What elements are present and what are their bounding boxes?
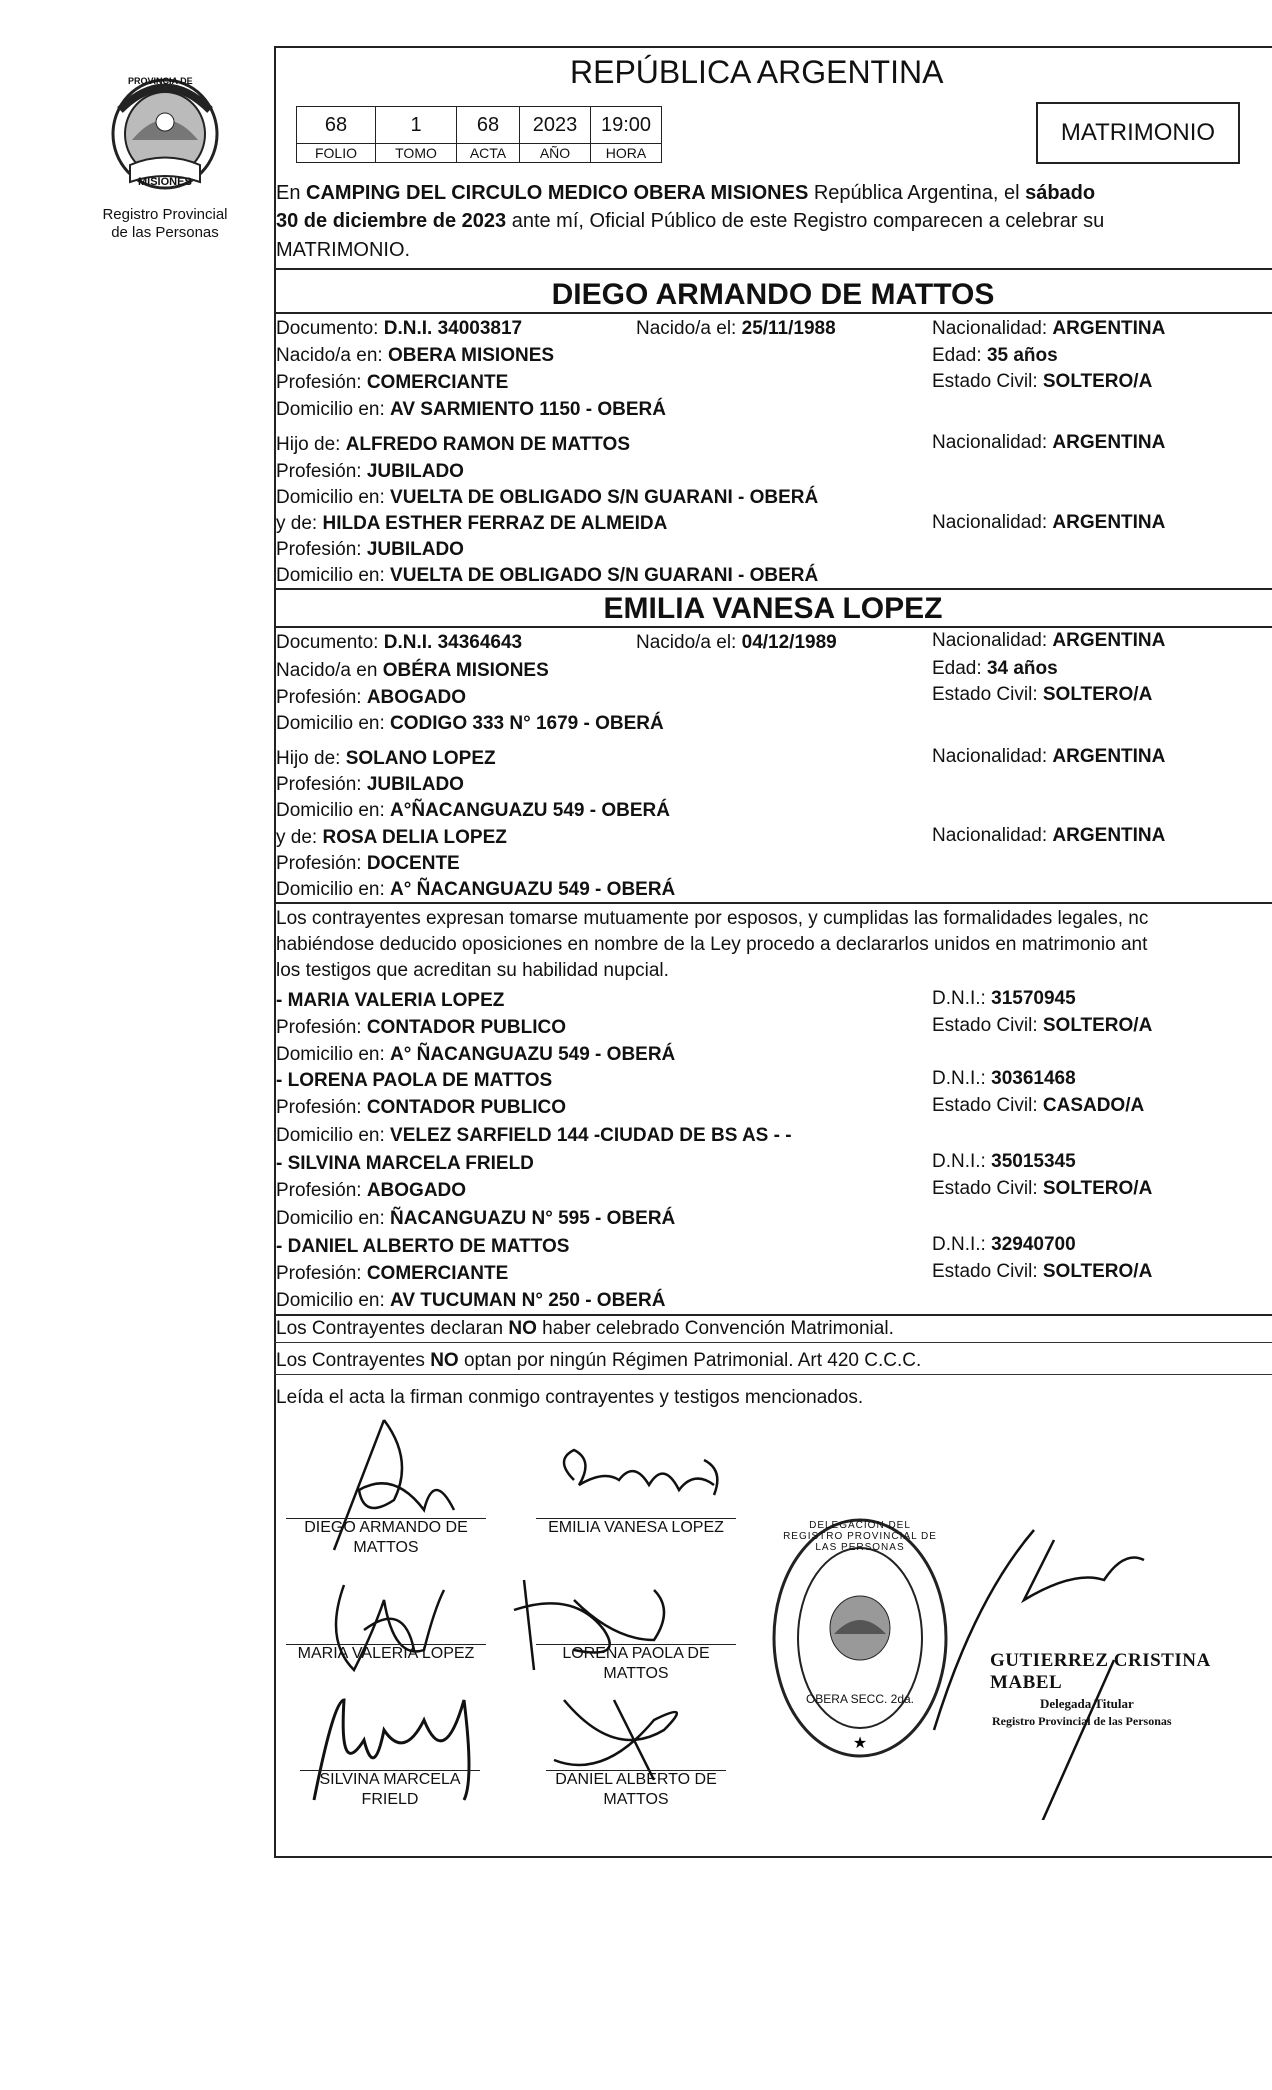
acta-label: ACTA: [457, 144, 520, 163]
witness-1-prof: Profesión: CONTADOR PUBLICO: [276, 1017, 566, 1038]
intro-line-3: MATRIMONIO.: [276, 239, 411, 261]
convention-line: Los Contrayentes declaran NO haber celebrado Convención Matrimonial.: [276, 1318, 894, 1339]
witness-2-addr: Domicilio en: VELEZ SARFIELD 144 -CIUDAD DE BS AS - -: [276, 1125, 792, 1146]
witness-1-name: - MARIA VALERIA LOPEZ: [276, 990, 505, 1011]
divider: [274, 268, 1272, 270]
spouse1-father: Hijo de: ALFREDO RAMON DE MATTOS: [276, 434, 630, 455]
seal-outer-text: DELEGACION DEL REGISTRO PROVINCIAL DE LAS PERSONAS: [783, 1520, 937, 1553]
spouse1-father-prof: Profesión: JUBILADO: [276, 461, 464, 482]
spouse1-mother: y de: HILDA ESTHER FERRAZ DE ALMEIDA: [276, 513, 668, 534]
witness-3-civil: Estado Civil: SOLTERO/A: [932, 1178, 1153, 1199]
anio-label: AÑO: [520, 144, 591, 163]
witness-1-dni: D.N.I.: 31570945: [932, 988, 1076, 1009]
tomo-label: TOMO: [376, 144, 457, 163]
declaration-line-2: habiéndose deducido oposiciones en nombre de la Ley procedo a declararlos unidos en matrimonio ant: [276, 934, 1148, 955]
witness-3-prof: Profesión: ABOGADO: [276, 1180, 467, 1201]
spouse1-birthplace: Nacido/a en: OBERA MISIONES: [276, 345, 555, 366]
hora-label: HORA: [591, 144, 662, 163]
witness-4-addr: Domicilio en: AV TUCUMAN N° 250 - OBERÁ: [276, 1290, 666, 1311]
spouse2-mother-nat: Nacionalidad: ARGENTINA: [932, 825, 1166, 846]
spouse2-father-prof: Profesión: JUBILADO: [276, 774, 464, 795]
spouse1-father-addr: Domicilio en: VUELTA DE OBLIGADO S/N GUARANI - OBERÁ: [276, 487, 819, 508]
divider: [274, 902, 1272, 904]
spouse1-age: Edad: 35 años: [932, 345, 1058, 366]
spouse1-mother-addr: Domicilio en: VUELTA DE OBLIGADO S/N GUARANI - OBERÁ: [276, 565, 819, 586]
spouse2-mother-addr: Domicilio en: A° ÑACANGUAZU 549 - OBERÁ: [276, 879, 676, 900]
spouse2-father-addr: Domicilio en: A°ÑACANGUAZU 549 - OBERÁ: [276, 800, 670, 821]
logo-bottom-text: MISIONES: [138, 176, 192, 188]
spouse2-prof: Profesión: ABOGADO: [276, 687, 467, 708]
signature-name-5: SILVINA MARCELA FRIELD: [319, 1771, 461, 1808]
officer-role: Delegada Titular: [1040, 1696, 1134, 1711]
officer-stamp: [990, 1650, 1230, 1729]
spouse2-father-nat: Nacionalidad: ARGENTINA: [932, 746, 1166, 767]
registry-label: Registro Provincial de las Personas: [102, 206, 228, 241]
spouse1-mother-prof: Profesión: JUBILADO: [276, 539, 464, 560]
anio-value: 2023: [520, 107, 591, 144]
spouse1-civil: Estado Civil: SOLTERO/A: [932, 371, 1153, 392]
hora-value: 19:00: [591, 107, 662, 144]
spouse2-doc: Documento: D.N.I. 34364643: [276, 632, 523, 653]
spouse2-mother: y de: ROSA DELIA LOPEZ: [276, 827, 507, 848]
officer-office: Registro Provincial de las Personas: [992, 1714, 1172, 1728]
signature-name-2: EMILIA VANESA LOPEZ: [548, 1519, 724, 1536]
spouse2-mother-prof: Profesión: DOCENTE: [276, 853, 460, 874]
spouse1-name: DIEGO ARMANDO DE MATTOS: [551, 278, 995, 311]
signature-name-1: DIEGO ARMANDO DE MATTOS: [304, 1519, 468, 1556]
divider: [274, 588, 1272, 590]
spouse1-mother-nat: Nacionalidad: ARGENTINA: [932, 512, 1166, 533]
act-type-box: MATRIMONIO: [1036, 102, 1240, 164]
official-seal: [770, 1516, 950, 1760]
svg-text:★: ★: [852, 1733, 868, 1752]
spouse1-father-nat: Nacionalidad: ARGENTINA: [932, 432, 1166, 453]
witness-3-dni: D.N.I.: 35015345: [932, 1151, 1076, 1172]
spouse1-nat: Nacionalidad: ARGENTINA: [932, 318, 1166, 339]
witness-4-prof: Profesión: COMERCIANTE: [276, 1263, 509, 1284]
witness-1-addr: Domicilio en: A° ÑACANGUAZU 549 - OBERÁ: [276, 1044, 676, 1065]
spouse2-civil: Estado Civil: SOLTERO/A: [932, 684, 1153, 705]
folio-label: FOLIO: [297, 144, 376, 163]
signature-name-6: DANIEL ALBERTO DE MATTOS: [555, 1771, 717, 1808]
spouse2-addr: Domicilio en: CODIGO 333 N° 1679 - OBERÁ: [276, 713, 664, 734]
witness-2-prof: Profesión: CONTADOR PUBLICO: [276, 1097, 566, 1118]
witness-2-name: - LORENA PAOLA DE MATTOS: [276, 1070, 553, 1091]
intro-line-1: En CAMPING DEL CIRCULO MEDICO OBERA MISIONES República Argentina, el sábado: [276, 182, 1096, 204]
officer-name: GUTIERREZ CRISTINA MABEL: [990, 1650, 1210, 1693]
seal-inner-text: OBERA SECC. 2da.: [805, 1692, 915, 1706]
witness-3-name: - SILVINA MARCELA FRIELD: [276, 1153, 534, 1174]
spouse1-born: Nacido/a el: 25/11/1988: [636, 318, 836, 339]
witness-1-civil: Estado Civil: SOLTERO/A: [932, 1015, 1153, 1036]
intro-line-2: 30 de diciembre de 2023 ante mí, Oficial Público de este Registro comparecen a celebrar su: [276, 210, 1105, 232]
witness-4-name: - DANIEL ALBERTO DE MATTOS: [276, 1236, 570, 1257]
witness-3-addr: Domicilio en: ÑACANGUAZU N° 595 - OBERÁ: [276, 1208, 676, 1229]
country-title: REPÚBLICA ARGENTINA: [570, 54, 944, 90]
spouse2-nat: Nacionalidad: ARGENTINA: [932, 630, 1166, 651]
spouse1-prof: Profesión: COMERCIANTE: [276, 372, 509, 393]
acta-value: 68: [457, 107, 520, 144]
spouse2-birthplace: Nacido/a en OBÉRA MISIONES: [276, 660, 549, 681]
spouse1-addr: Domicilio en: AV SARMIENTO 1150 - OBERÁ: [276, 399, 666, 420]
spouse1-doc: Documento: D.N.I. 34003817: [276, 318, 523, 339]
divider: [274, 312, 1272, 314]
spouse2-name: EMILIA VANESA LOPEZ: [603, 592, 943, 625]
signature-name-4: LORENA PAOLA DE MATTOS: [562, 1645, 710, 1682]
read-line: Leída el acta la firman conmigo contrayentes y testigos mencionados.: [276, 1387, 864, 1408]
divider: [274, 1374, 1272, 1375]
act-number-table: [296, 106, 662, 163]
regime-line: Los Contrayentes NO optan por ningún Régimen Patrimonial. Art 420 C.C.C.: [276, 1350, 922, 1371]
logo-top-text: PROVINCIA DE: [128, 76, 193, 86]
spouse2-born: Nacido/a el: 04/12/1989: [636, 632, 837, 653]
divider: [274, 1342, 1272, 1343]
witness-2-civil: Estado Civil: CASADO/A: [932, 1095, 1145, 1116]
signature-name-3: MARIA VALERIA LOPEZ: [297, 1645, 475, 1662]
tomo-value: 1: [376, 107, 457, 144]
spouse2-age: Edad: 34 años: [932, 658, 1058, 679]
witness-4-civil: Estado Civil: SOLTERO/A: [932, 1261, 1153, 1282]
declaration-line-3: los testigos que acreditan su habilidad nupcial.: [276, 960, 669, 981]
witness-2-dni: D.N.I.: 30361468: [932, 1068, 1076, 1089]
witness-4-dni: D.N.I.: 32940700: [932, 1234, 1076, 1255]
folio-value: 68: [297, 107, 376, 144]
spouse2-father: Hijo de: SOLANO LOPEZ: [276, 748, 496, 769]
declaration-line-1: Los contrayentes expresan tomarse mutuamente por esposos, y cumplidas las formalidades legales, nc: [276, 908, 1149, 929]
